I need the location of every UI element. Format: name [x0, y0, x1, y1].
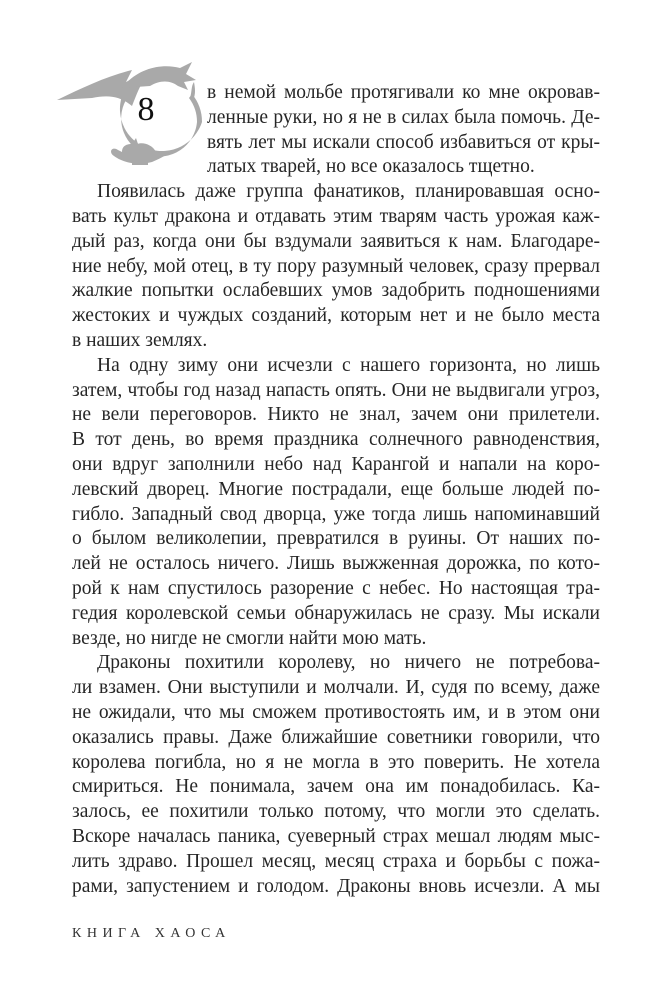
- text-line: латых тварей, но все оказалось тщетно.: [207, 156, 535, 178]
- text-line: вять лет мы искали способ избавиться от кры-: [207, 131, 600, 153]
- opening-paragraph: [72, 81, 600, 180]
- text-line: о былом великолепии, превратился в руины. От наших по-: [72, 528, 600, 550]
- text-line: они вдруг заполнили небо над Карангой и напали на коро-: [72, 453, 600, 475]
- paragraph: [72, 651, 600, 899]
- text-line: Появилась даже группа фанатиков, планировавшая осно-: [97, 181, 600, 203]
- text-line: левский дворец. Многие пострадали, еще больше людей по-: [72, 478, 600, 500]
- text-line: ли взамен. Они выступили и молчали. И, судя по всему, даже: [72, 677, 600, 699]
- running-title: КНИГА ХАОСА: [72, 926, 231, 941]
- text-line: ние небу, мой отец, в ту пору разумный человек, сразу прервал: [72, 255, 600, 277]
- text-line: не ожидали, что мы сможем противостоять им, и в этом они: [72, 701, 600, 723]
- text-line: ленные руки, но я не в силах была помочь. Де-: [207, 106, 600, 128]
- text-line: дый раз, когда они бы вздумали заявиться к нам. Благодаре-: [72, 230, 600, 252]
- text-line: гедия королевской семьи обнаружилась не сразу. Мы искали: [72, 602, 600, 624]
- text-line: оказались правы. Даже ближайшие советники говорили, что: [72, 726, 600, 748]
- text-line: залось, ее похитили только потому, что могли это сделать.: [72, 801, 600, 823]
- text-line: в наших землях.: [72, 329, 208, 351]
- body-text: [72, 81, 600, 899]
- text-line: лить здраво. Прошел месяц, месяц страха и борьбы с пожа-: [72, 850, 600, 872]
- text-line: жалкие попытки ослабевших умов задобрить подношениями: [72, 280, 600, 302]
- text-line: смириться. Не понимала, зачем она им понадобилась. Ка-: [72, 776, 600, 798]
- text-line: в немой мольбе протягивали ко мне окровав-: [207, 82, 600, 103]
- text-line: На одну зиму они исчезли с нашего горизонта, но лишь: [97, 354, 600, 376]
- text-line: рами, запустением и голодом. Драконы вновь исчезли. А мы: [72, 875, 600, 897]
- text-line: везде, но нигде не смогли найти мою мать.: [72, 627, 427, 649]
- text-line: В тот день, во время праздника солнечного равноденствия,: [72, 429, 600, 451]
- paragraph: [72, 354, 600, 652]
- text-line: Вскоре началась паника, суеверный страх мешал людям мыс-: [72, 825, 600, 847]
- text-line: рой к нам спустилось разорение с небес. Но настоящая тра-: [72, 577, 600, 599]
- text-line: вать культ дракона и отдавать этим тварям часть урожая каж-: [72, 205, 600, 227]
- text-line: жестоких и чуждых созданий, которым нет и не было места: [72, 305, 600, 327]
- text-line: затем, чтобы год назад напасть опять. Они не выдвигали угроз,: [72, 379, 600, 401]
- text-line: лей не осталось ничего. Лишь выжженная дорожка, по кото-: [72, 553, 600, 575]
- text-line: королева погибла, но я не могла в это поверить. Не хотела: [72, 751, 600, 773]
- text-line: Драконы похитили королеву, но ничего не потребова-: [97, 652, 600, 674]
- text-line: гибло. Западный свод дворца, уже тогда лишь напоминавший: [72, 503, 600, 525]
- chapter-number: 8: [137, 91, 155, 128]
- paragraph: [72, 180, 600, 354]
- text-line: не вели переговоров. Никто не знал, зачем они прилетели.: [72, 404, 600, 426]
